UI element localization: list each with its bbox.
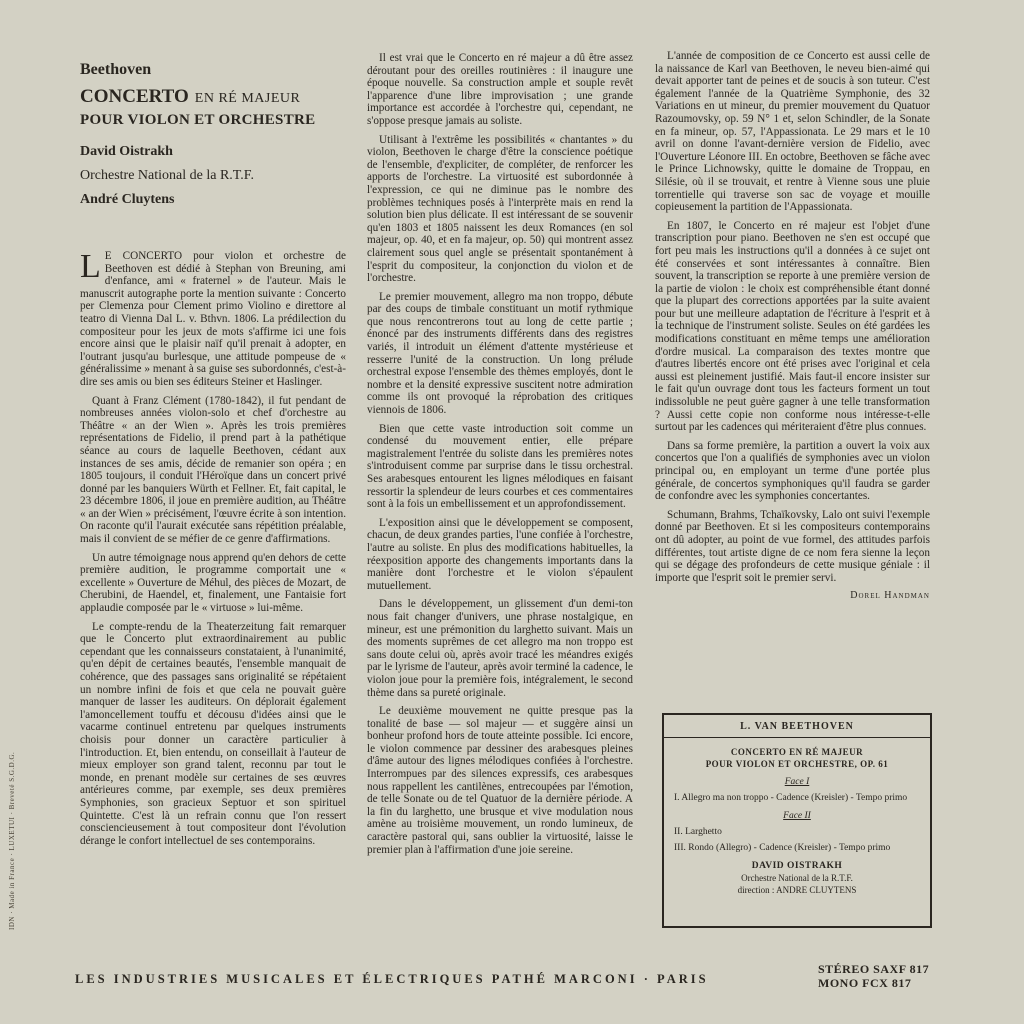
paragraph: Dans sa forme première, la partition a ouvert la voix aux concertos que l'on a qualifiés de symphonies avec un violon principal ou, en employant un terme d'une portée plus générale, de concertos symphoniques qu'il faudra se garder de confondre avec les symphonies concertantes. (655, 439, 930, 503)
paragraph-text: E CONCERTO pour violon et orchestre de Beethoven est dédié à Stephan von Breuning, ami d'enfance, ami « fraternel » de l'auteur. Mais le manuscrit autographe porte la mention suivante : Concerto per Clemenza pour Clement primo Violino e direttore al teatro di Vienna Dal L. v. Bthvn. 1806. La prédilection du compositeur pour les jeux de mots s'affirme ici une fois encore ainsi que le plaisir naïf qu'il prenait à adopter, en l'outrant jusqu'au burlesque, une attitude pompeuse de « généralissime » menant à sa guise ses subordonnés, c'est-à-dire ses amis ou bien ses éditeurs Steiner et Haslinger. (80, 250, 346, 388)
composer-name: Beethoven (80, 61, 152, 78)
conductor-name: André Cluytens (80, 192, 175, 207)
stereo-code: STÉREO SAXF 817 (818, 962, 930, 976)
tracklist-box (662, 713, 932, 928)
tracklist-soloist: DAVID OISTRAKH (751, 861, 843, 871)
paragraph: Il est vrai que le Concerto en ré majeur a dû être assez déroutant pour des oreilles routinières : il inaugure une époque nouvelle. Sa construction ample et souple revêt l'apparence d'une libre improvisation ; une grande importance est accordée à l'orchestre qui, cependant, ne s'oppose presque jamais au soliste. (367, 52, 633, 127)
liner-notes-column-1 (80, 250, 346, 853)
liner-notes-column-3 (655, 50, 930, 603)
catalog-codes (818, 962, 929, 990)
paragraph: Schumann, Brahms, Tchaïkovsky, Lalo ont suivi l'exemple donné par Beethoven. Et si les compositeurs contemporains ont dû adopter, au point de vue formel, des attitudes parfois différentes, tout artiste digne de ce nom fera sienne la leçon qui se dégage des profondeurs de cette musique géniale : il importe que l'esprit soit le premier servi. (655, 508, 930, 584)
paragraph: En 1807, le Concerto en ré majeur est l'objet d'une transcription pour piano. Beethoven ne s'en est occupé que fort peu mais les instructions qu'il a données à ce sujet ont été conservées et sont intéressantes à connaître. Bien souvent, la transcription se reporte à une première version de la partie de violon : le choix est compréhensible étant donné que la plupart des corrections apportées par la suite avaient pour but une meilleure adaptation de l'écriture à l'esprit et à la technique de l'instrument soliste. Seules on été gardées les modifications constituant en même temps une amélioration d'ordre musical. La comparaison des textes montre que d'autres libertés encore ont été prises avec l'original et cela aussi est pleinement justifié. Mais faut-il encore insister sur le fait qu'un ouvrage dont tous les facteurs forment un tout indissoluble ne peut guère gagner à une telle transformation ? Aussi cette copie non conforme nous intéresse-t-elle surtout par les cadences qui mériteraient d'être plus connues. (655, 219, 930, 434)
publisher-line: LES INDUSTRIES MUSICALES ET ÉLECTRIQUES PATHÉ MARCONI · PARIS (75, 972, 709, 986)
tracklist-orchestra: Orchestre National de la R.T.F. (741, 873, 853, 883)
tracklist-conductor: direction : ANDRE CLUYTENS (737, 885, 857, 895)
track-1: I. Allegro ma non troppo - Cadence (Kreisler) - Tempo primo (674, 793, 908, 803)
paragraph: Un autre témoignage nous apprend qu'en dehors de cette première audition, le programme comportait une « excellente » Ouverture de Méhul, des pièces de Mozart, de Cherubini, de Haendel, et, finalement, une Fantaisie fort applaudie composée par le « virtuose » lui-même. (80, 551, 346, 615)
paragraph: Le compte-rendu de la Theaterzeitung fait remarquer que le Concerto plut extraordinairement au public cependant que les connaisseurs constataient, à l'unanimité, qu'en dépit de certaines beautés, l'ensemble manquait de cohérence, que des passages sans originalité se répétaient un nombre infini de fois et que cela ne pouvait guère manquer de lasser les auditeurs. On déplorait également l'amoncellement touffu et décousu d'idées ainsi que le vacarme continuel entretenu par quelques instruments choisis pour donner un caractère particulier à l'introduction. Et, bien entendu, on conseillait à l'auteur de mieux employer son grand talent, reconnu par tout le monde, en prenant modèle sur certaines de ses œuvres antérieures comme, par exemple, ses deux premières Symphonies, son gracieux Septuor et son spirituel Quintette. C'est là un refrain connu que l'on ressert consciencieusement à tout compositeur dont l'évolution dérange le confort intellectuel de ses contemporains. (80, 620, 346, 847)
title-block (80, 60, 360, 210)
track-2: II. Larghetto (674, 827, 722, 837)
paragraph: L'exposition ainsi que le développement se composent, chacun, de deux grandes parties, l'une confiée à l'orchestre, l'autre au soliste. En plus des modifications habituelles, la réexposition apporte des changements importants dans la manière dont l'orchestre et le violon s'épaulent mutuellement. (367, 516, 633, 592)
paragraph (80, 250, 346, 389)
drop-cap: L (80, 248, 101, 285)
tracklist-title-line2: POUR VIOLON ET ORCHESTRE, OP. 61 (705, 759, 889, 769)
liner-notes-column-2 (367, 52, 633, 862)
paragraph: Utilisant à l'extrême les possibilités « chantantes » du violon, Beethoven le charge d'être la conscience poétique de l'ensemble, d'expliciter, de compléter, de renforcer les apports de l'orchestre. La virtuosité est subordonnée à l'expression, ce qui ne diminue pas le nombre des problèmes techniques posés à l'interprète mais en rend la solution bien plus délicate. Il est intéressant de se souvenir qu'en 1803 et 1805 naissent les deux Romances (en sol majeur, op. 40, et en fa majeur, op. 50) qui montrent assez clairement sous quel angle se présentait spontanément à l'esprit du compositeur, la conjonction du violon et de l'orchestre. (367, 133, 633, 285)
paragraph: Bien que cette vaste introduction soit comme un condensé du mouvement entier, elle prépare magistralement l'entrée du soliste dans les premières notes s'introduisent comme par surprise dans le tissu orchestral. Ses arabesques entourent les lignes mélodiques en faisant ressortir la splendeur de leurs courbes et ces commentaires sont à la fois un embellissement et un approfondissement. (367, 422, 633, 511)
paragraph: Le deuxième mouvement ne quitte presque pas la tonalité de base — sol majeur — et suggère ainsi un bonheur profond hors de toute atteinte possible. Ici encore, le violon commence par dessiner des arabesques pleines d'âme autour des lignes mélodiques confiées à l'orchestre. Interrompues par des silences expressifs, ces arabesques nous rappellent les cantilènes, entrecoupées par l'émotion, de telle Sonate ou de tel Quatuor de la dernière période. A la fin du larghetto, une brusque et vive modulation nous amène au troisième mouvement, un rondo lumineux, de caractère pastoral qui, sans oublier la virtuosité, laisse le premier plan à l'affirmation d'une joie sereine. (367, 705, 633, 856)
paragraph: Dans le développement, un glissement d'un demi-ton nous fait changer d'univers, une phrase nostalgique, en mineur, est une prémonition du larghetto suivant. Mais un des moments suprêmes de cet allegro ma non troppo est sans doute celui où, après avoir tracé les méandres exigés par le lyrisme de l'auteur, après avoir terminé la cadence, le violon joue pour la première fois, intégralement, le second thème dans sa pureté originale. (367, 598, 633, 699)
orchestra-name: Orchestre National de la R.T.F. (80, 168, 254, 183)
paragraph: Le premier mouvement, allegro ma non troppo, débute par des coups de timbale constituant un motif rythmique que nous rencontrerons tout au long de cette partie ; énoncé par des instruments différents dans des registres variés, il introduit un élément d'attente mystérieuse et resserre l'unité de la construction. Un long prélude orchestral expose l'ensemble des thèmes employés, dont le nombre et la densité expressive suscitent notre admiration comme ils ont provoqué la réprobation des critiques viennois de 1806. (367, 290, 633, 417)
author-signature: Dorel Handman (850, 590, 930, 602)
paragraph: Quant à Franz Clément (1780-1842), il fut pendant de nombreuses années violon-solo et chef d'orchestre au Théâtre « an der Wien ». Après les trois premières représentations de Fidelio, il prend part à la pathétique séance au cours de laquelle Beethoven, cédant aux instances de ses amis, décide de remanier son opéra ; en 1805 toujours, il conduit l'Héroïque dans un concert privé donné par les banquiers Würth et Fellner. Et, fait capital, le 23 décembre 1806, il joue en première audition, au Théâtre « an der Wien » précisément, l'œuvre écrite à son intention. On raconte qu'il l'aurait exécutée sans répétition préalable, mais il convient de se méfier de ce genre d'affirmations. (80, 394, 346, 546)
tracklist-title-line1: CONCERTO EN RÉ MAJEUR (730, 747, 864, 757)
work-title-line2: POUR VIOLON ET ORCHESTRE (80, 112, 316, 128)
tracklist-composer: L. VAN BEETHOVEN (664, 721, 930, 738)
work-title-main: CONCERTO (80, 86, 189, 107)
face-2-label: Face II (783, 811, 811, 821)
paragraph: L'année de composition de ce Concerto est aussi celle de la naissance de Karl van Beethoven, le neveu bien-aimé qui devait apporter tant de peines et de soucis à son tuteur. C'est également l'année de la Quatrième Symphonie, des 32 Variations en ut mineur, du premier mouvement du Quatuor Razoumovsky, op. 59 N° 1 et, selon Schindler, de la Sonate en fa mineur, op. 57, l'Appassionata. Le 29 mars et le 10 avril on donne l'avant-dernière version de Fidelio, avec l'Ouverture Léonore III. En octobre, Beethoven se fâche avec le Prince Lichnowsky, quitte le domaine de Troppau, en Silésie, où il se trouvait, et rentre à Vienne sous une pluie torrentielle qui traverse son sac de voyage et mouille copieusement la partition de l'Appassionata. (655, 50, 930, 214)
manufacturer-side-note: IDN · Made in France · LUXETUI · Breveté S.G.D.G. (8, 751, 16, 930)
soloist-name: David Oistrakh (80, 144, 173, 159)
face-1-label: Face I (784, 777, 810, 787)
work-title-line1 (80, 86, 360, 110)
work-title-key: EN RÉ MAJEUR (194, 91, 301, 106)
mono-code: MONO FCX 817 (818, 976, 912, 990)
track-3: III. Rondo (Allegro) - Cadence (Kreisler) - Tempo primo (674, 843, 891, 853)
